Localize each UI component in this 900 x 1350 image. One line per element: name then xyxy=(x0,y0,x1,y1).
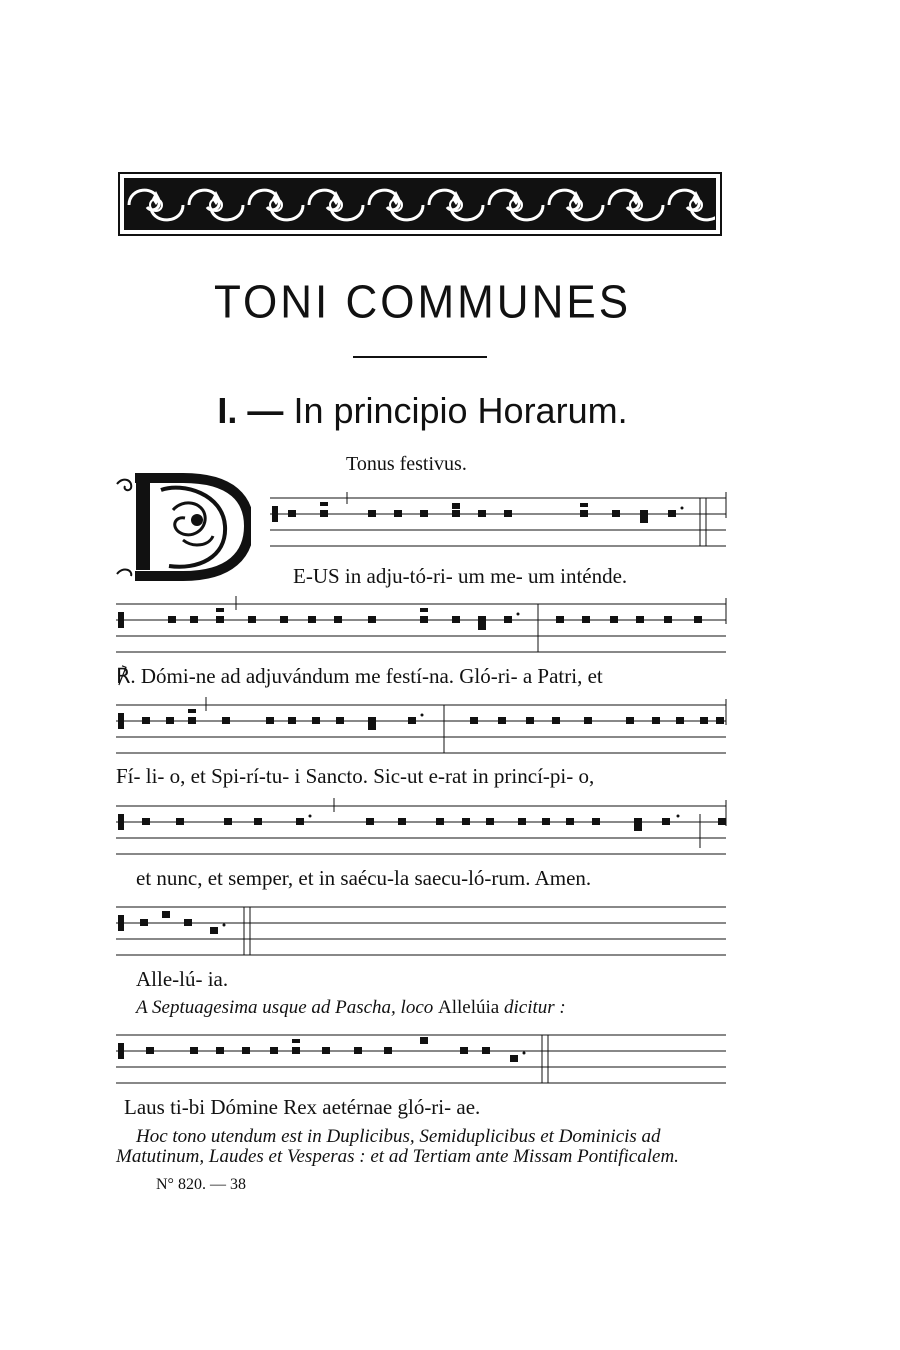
page-title: TONI COMMUNES xyxy=(213,276,632,329)
lyric-line-6: Laus ti-bi Dómine Rex aetérnae gló-ri- ae. xyxy=(124,1095,481,1119)
staff-1 xyxy=(270,490,730,550)
staff-4 xyxy=(116,804,728,864)
staff-5 xyxy=(116,905,728,965)
rubric-septuagesima xyxy=(136,997,566,1019)
page-footer: N° 820. — 38 xyxy=(156,1176,246,1193)
lyric-line-4: et nunc, et semper, et in saécu-la saecu-ló-rum. Amen. xyxy=(136,866,592,890)
staff-3 xyxy=(116,703,728,763)
rubric-part-1: A Septuagesima usque ad Pascha, loco xyxy=(136,997,434,1018)
staff-2 xyxy=(116,602,728,662)
ornament-scrolls xyxy=(125,179,716,230)
staff-6 xyxy=(116,1033,728,1093)
section-title: In principio Horarum. xyxy=(293,390,628,431)
ornamental-border xyxy=(118,172,722,236)
tonus-label: Tonus festivus. xyxy=(346,453,467,475)
rubric-word: Allelúia xyxy=(438,997,500,1018)
section-number: I. — xyxy=(217,390,284,431)
lyric-line-5: Alle-lú- ia. xyxy=(136,967,229,991)
rubric-usage-line-1: Hoc tono utendum est in Duplicibus, Semiduplicibus et Dominicis ad xyxy=(136,1126,661,1147)
lyric-line-2: ℟. Dómi-ne ad adjuvándum me festí-na. Gló-ri- a Patri, et xyxy=(116,664,603,688)
rubric-part-2: dicitur : xyxy=(503,997,566,1018)
title-divider xyxy=(353,356,487,358)
lyric-line-1: E-US in adju-tó-ri- um me- um inténde. xyxy=(293,564,628,588)
decorated-initial-d xyxy=(113,470,251,582)
rubric-usage-line-2: Matutinum, Laudes et Vesperas : et ad Tertiam ante Missam Pontificalem. xyxy=(116,1146,679,1167)
section-heading xyxy=(0,390,845,432)
ornament-pattern xyxy=(124,178,716,230)
lyric-line-3: Fí- li- o, et Spi-rí-tu- i Sancto. Sic-ut e-rat in princí-pi- o, xyxy=(116,764,595,788)
